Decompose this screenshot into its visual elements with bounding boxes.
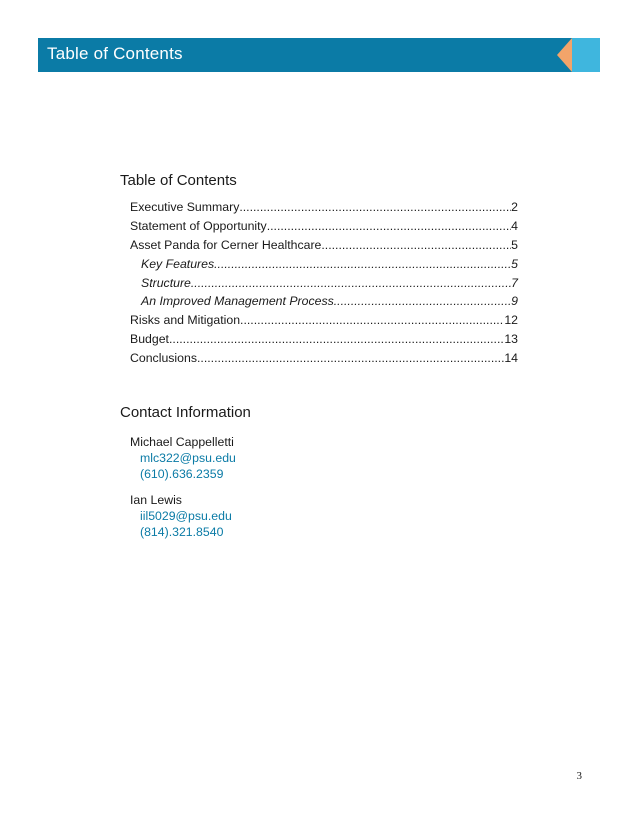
toc-leader: [267, 217, 511, 236]
contact-email-link[interactable]: mlc322@psu.edu: [140, 451, 236, 465]
banner-title: Table of Contents: [47, 44, 183, 63]
toc-entry-label: Budget: [130, 332, 169, 347]
toc-entry-page: 4: [511, 218, 518, 233]
toc-entry[interactable]: [130, 236, 518, 255]
toc-entry-label: Conclusions: [130, 351, 197, 366]
toc-leader: [214, 255, 511, 274]
toc-entry-page: 13: [504, 332, 518, 347]
toc-entry[interactable]: [130, 349, 518, 368]
toc-entry-label: Key Features: [141, 256, 215, 271]
contact-email-link[interactable]: iil5029@psu.edu: [140, 509, 232, 523]
toc-entry[interactable]: [130, 198, 518, 217]
toc-entry-page: 5: [511, 256, 518, 271]
toc-leader: [240, 311, 504, 330]
toc-leader: [197, 349, 504, 368]
contact-phone-link[interactable]: (610).636.2359: [140, 467, 224, 481]
toc-entry-page: 12: [504, 313, 518, 328]
contact-card: [130, 492, 232, 540]
banner-accent-icon: [548, 38, 600, 72]
toc-entry-label: Risks and Mitigation: [130, 313, 241, 328]
toc-entry-label: Executive Summary: [130, 200, 240, 214]
toc-list: [130, 198, 518, 368]
toc-leader: [191, 274, 511, 293]
toc-entry-page: 14: [504, 351, 518, 366]
toc-entry-page: 9: [511, 294, 518, 309]
toc-leader: [321, 236, 511, 255]
header-banner: [38, 38, 600, 72]
toc-entry-page: 5: [511, 237, 518, 252]
contact-name: Michael Cappelletti: [130, 435, 234, 449]
toc-subentry[interactable]: [130, 255, 518, 274]
toc-entry-label: Structure: [141, 275, 191, 290]
contact-card: [130, 434, 236, 482]
toc-heading: Table of Contents: [120, 172, 237, 189]
contact-phone-link[interactable]: (814).321.8540: [140, 525, 224, 539]
toc-subentry[interactable]: [130, 274, 518, 293]
toc-subentry[interactable]: [130, 292, 518, 311]
toc-entry-label: Statement of Opportunity: [130, 218, 267, 233]
contact-name: Ian Lewis: [130, 493, 182, 507]
toc-entry-label: An Improved Management Process: [141, 294, 334, 309]
toc-leader: [239, 198, 511, 217]
toc-entry[interactable]: [130, 217, 518, 236]
toc-entry[interactable]: [130, 330, 518, 349]
page-number: 3: [576, 770, 582, 782]
toc-leader: [334, 292, 511, 311]
toc-entry-page: 2: [511, 200, 518, 214]
toc-entry[interactable]: [130, 311, 518, 330]
contact-heading: Contact Information: [120, 404, 251, 421]
toc-entry-page: 7: [511, 275, 518, 290]
toc-entry-label: Asset Panda for Cerner Healthcare: [130, 237, 322, 252]
toc-leader: [169, 330, 504, 349]
